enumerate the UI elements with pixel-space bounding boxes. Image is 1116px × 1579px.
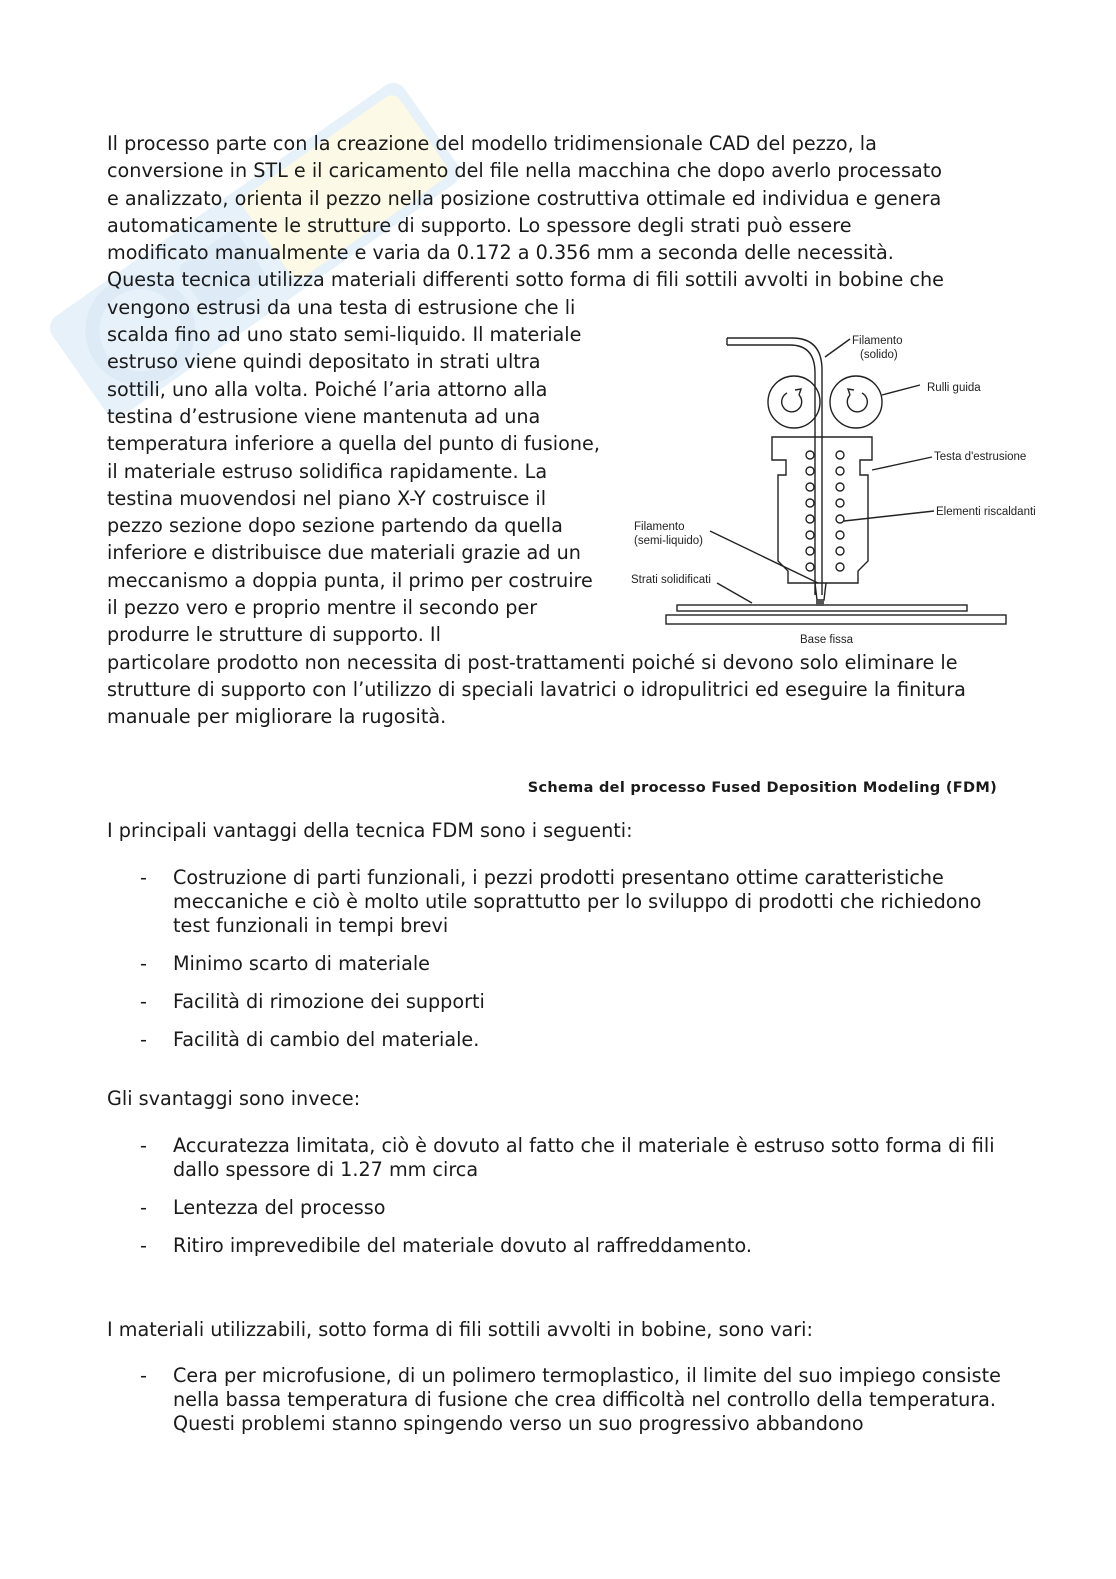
bullet-dash: - <box>140 1028 147 1051</box>
intro-line: Il processo parte con la creazione del modello tridimensionale CAD del pezzo, la <box>107 132 877 155</box>
list-item <box>107 990 1007 1014</box>
list-item <box>107 1364 1007 1436</box>
figure-caption: Schema del processo Fused Deposition Modeling (FDM) <box>527 780 997 796</box>
label-heating-elements: Elementi riscaldanti <box>936 506 1036 518</box>
bullet-dash: - <box>140 866 147 889</box>
list-item <box>107 1234 1007 1258</box>
heating-elements <box>806 451 844 571</box>
intro-line: modificato manualmente e varia da 0.172 a 0.356 mm a seconda delle necessità. <box>107 241 894 265</box>
label-solidified-layers: Strati solidificati <box>631 574 711 586</box>
label-filament-solid-1: Filamento <box>852 335 903 347</box>
fdm-diagram-drawing <box>622 325 1047 655</box>
bullet-dash: - <box>140 1364 147 1387</box>
bullet-dash: - <box>140 1134 147 1157</box>
list-item-text: Lentezza del processo <box>173 1196 386 1219</box>
list-item-text: Ritiro imprevedibile del materiale dovuto al raffreddamento. <box>173 1234 753 1257</box>
label-filament-solid-2: (solido) <box>860 349 898 361</box>
left-roller <box>768 376 820 428</box>
intro-line: Questa tecnica utilizza materiali differenti sotto forma di fili sottili avvolti in bobine che <box>107 268 944 292</box>
advantages-heading: I principali vantaggi della tecnica FDM sono i seguenti: <box>107 819 633 842</box>
intro-line: e analizzato, orienta il pezzo nella posizione costruttiva ottimale ed individua e genera <box>107 186 942 210</box>
list-item <box>107 866 1007 938</box>
label-extrusion-head: Testa d'estrusione <box>934 451 1027 463</box>
intro-tail-text: particolare prodotto non necessita di post-trattamenti poiché si devono solo eliminare le strutture di supporto con l’utilizzo di speciali lavatrici o idropulitrici ed eseguire la finitura manuale per migliorare la rugosità. <box>107 650 966 729</box>
list-item <box>107 1134 1007 1182</box>
right-roller <box>830 376 882 428</box>
bullet-dash: - <box>140 1234 147 1257</box>
list-item-text: Minimo scarto di materiale <box>173 952 430 975</box>
intro-wrapped-text: vengono estrusi da una testa di estrusione che li scalda fino ad uno stato semi-liquido. Il materiale estruso viene quindi depositato in strati ultra sottili, uno alla volta. Poiché l’aria attorno alla testina d’estrusione viene mantenuta ad una temperatura inferiore a quella del punto di fusione, il materiale estruso solidifica rapidamente. La testina muovendosi nel piano X-Y costruisce il pezzo sezione dopo sezione partendo da quella inferiore e distribuisce due materiali grazie ad un meccanismo a doppia punta, il primo per costruire il pezzo vero e proprio mentre il secondo per produrre le strutture di supporto. Il <box>107 295 600 647</box>
bullet-dash: - <box>140 952 147 975</box>
fixed-base <box>666 615 1006 624</box>
intro-line: automaticamente le strutture di supporto. Lo spessore degli strati può essere <box>107 213 852 237</box>
fdm-diagram <box>622 325 1047 655</box>
nozzle-tip <box>816 600 824 606</box>
disadvantages-list <box>107 1134 1007 1272</box>
list-item-text: Facilità di cambio del materiale. <box>173 1028 480 1051</box>
bullet-dash: - <box>140 990 147 1013</box>
materials-list <box>107 1364 1007 1450</box>
label-filament-liquid-1: Filamento <box>634 521 685 533</box>
list-item-text: Facilità di rimozione dei supporti <box>173 990 485 1013</box>
filament-path <box>727 338 822 595</box>
advantages-list <box>107 866 1007 1066</box>
label-fixed-base: Base fissa <box>800 634 854 646</box>
list-item-text: Costruzione di parti funzionali, i pezzi prodotti presentano ottime caratteristiche meccaniche e ciò è molto utile soprattutto per lo sviluppo di prodotti che richiedono test funzionali in tempi brevi <box>173 866 982 937</box>
list-item <box>107 1196 1007 1220</box>
list-item <box>107 1028 1007 1052</box>
label-rollers: Rulli guida <box>927 382 981 394</box>
materials-heading: I materiali utilizzabili, sotto forma di fili sottili avvolti in bobine, sono vari: <box>107 1318 813 1341</box>
label-filament-liquid-2: (semi-liquido) <box>634 535 704 547</box>
list-item-text: Accuratezza limitata, ciò è dovuto al fatto che il materiale è estruso sotto forma di fili dallo spessore di 1.27 mm circa <box>173 1134 995 1181</box>
disadvantages-heading: Gli svantaggi sono invece: <box>107 1087 361 1110</box>
list-item-text: Cera per microfusione, di un polimero termoplastico, il limite del suo impiego consiste nella bassa temperatura di fusione che crea difficoltà nel controllo della temperatura. Questi problemi stanno spingendo verso un suo progressivo abbandono <box>173 1364 1001 1435</box>
list-item <box>107 952 1007 976</box>
intro-line: conversione in STL e il caricamento del file nella macchina che dopo averlo processato <box>107 159 942 183</box>
bullet-dash: - <box>140 1196 147 1219</box>
